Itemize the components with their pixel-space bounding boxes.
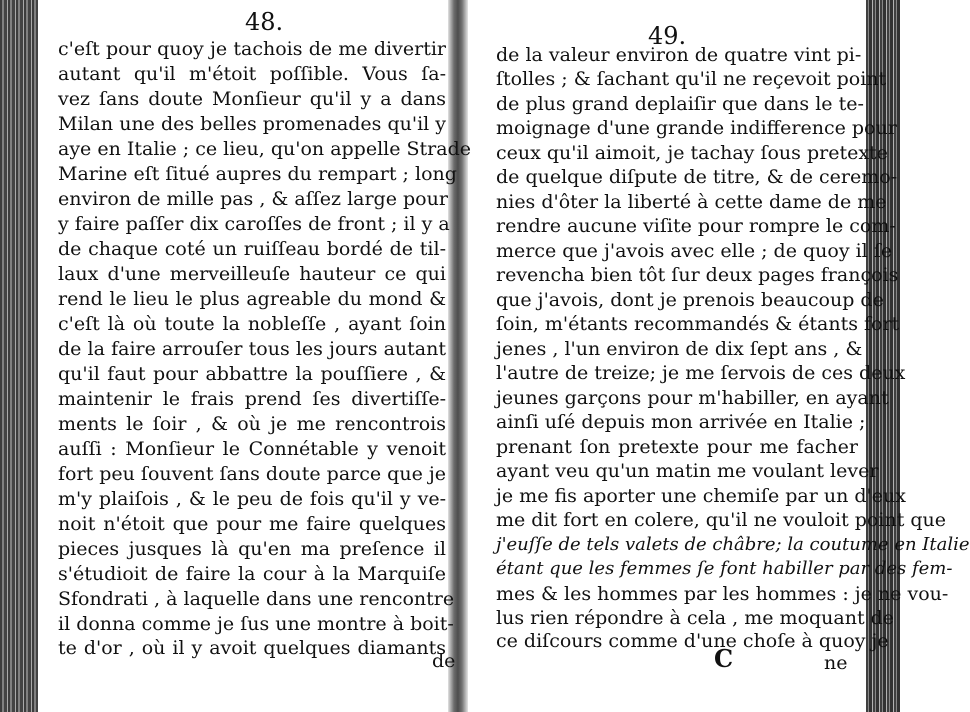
text-line: ments le ſoir , & où je me rencontrois bbox=[58, 413, 446, 435]
text-line: auſſi : Monſieur le Connétable y venoit bbox=[58, 438, 446, 460]
text-line: y faire paſſer dix caroſſes de front ; il y a bbox=[58, 213, 450, 235]
text-line: étant que les femmes ſe font habiller par des fem- bbox=[496, 558, 953, 579]
text-line: rend le lieu le plus agreable du mond & bbox=[58, 288, 446, 310]
text-line: Sfondrati , à laquelle dans une rencontre bbox=[58, 588, 455, 610]
text-line: lus rien répondre à cela , me moquant de bbox=[496, 607, 895, 629]
text-line: mes & les hommes par les hommes : je ne vou- bbox=[496, 583, 949, 605]
text-line: c'eſt pour quoy je tachois de me divertir bbox=[58, 38, 446, 60]
text-line: vez ſans doute Monſieur qu'il y a dans bbox=[58, 88, 446, 110]
text-line: Milan une des belles promenades qu'il y bbox=[58, 113, 447, 135]
text-line: noit n'étoit que pour me faire quelques bbox=[58, 513, 446, 535]
signature-mark: C bbox=[714, 644, 734, 673]
catchword: de bbox=[432, 650, 456, 672]
text-line: jeunes garçons pour m'habiller, en ayant bbox=[496, 387, 889, 409]
text-line: c'eſt là où toute la nobleſſe , ayant ſoin bbox=[58, 313, 446, 335]
scan-edge-left bbox=[0, 0, 38, 712]
text-line: autant qu'il m'étoit poſſible. Vous ſa- bbox=[58, 63, 446, 85]
text-line: fort peu ſouvent ſans doute parce que je bbox=[58, 463, 446, 485]
text-line: revencha bien tôt ſur deux pages françois bbox=[496, 264, 899, 286]
text-line: j'euſſe de tels valets de châbre; la coutume en Italie bbox=[496, 534, 970, 555]
text-line: m'y plaiſois , & le peu de fois qu'il y ve- bbox=[58, 488, 446, 510]
text-line: nies d'ôter la liberté à cette dame de me bbox=[496, 191, 887, 213]
text-line: jenes , l'un environ de dix ſept ans , & bbox=[496, 338, 863, 360]
text-line: moignage d'une grande indifference pour bbox=[496, 117, 897, 139]
text-line: de la faire arrouſer tous les jours autant bbox=[58, 338, 446, 360]
page-number: 48. bbox=[245, 8, 284, 36]
scan-edge-right bbox=[866, 0, 900, 712]
text-line: prenant ſon pretexte pour me facher bbox=[496, 436, 858, 458]
text-line: ſoin, m'étants recommandés & étants fort bbox=[496, 313, 900, 335]
text-line: l'autre de treize; je me ſervois de ces deux bbox=[496, 362, 906, 384]
text-line: ayant veu qu'un matin me voulant lever bbox=[496, 460, 879, 482]
text-line: il donna comme je ſus une montre à boit- bbox=[58, 613, 454, 635]
right-page bbox=[470, 0, 970, 712]
text-line: je me fis aporter une chemiſe par un d'eux bbox=[496, 485, 906, 507]
text-line: qu'il faut pour abbattre la pouſſiere , & bbox=[58, 363, 446, 385]
text-line: me dit fort en colere, qu'il ne vouloit point que bbox=[496, 509, 947, 531]
text-line: s'étudioit de faire la cour à la Marquiſe bbox=[58, 563, 446, 585]
text-line: de la valeur environ de quatre vint pi- bbox=[496, 44, 862, 66]
text-line: te d'or , où il y avoit quelques diamants bbox=[58, 637, 446, 659]
text-line: ceux qu'il aimoit, je tachay ſous pretexte bbox=[496, 142, 888, 164]
text-line: de quelque diſpute de titre, & de ceremo- bbox=[496, 166, 898, 188]
text-line: de plus grand deplaiſir que dans le te- bbox=[496, 93, 864, 115]
catchword: ne bbox=[824, 652, 848, 674]
text-line: environ de mille pas , & aſſez large pour bbox=[58, 188, 448, 210]
text-line: pieces jusques là qu'en ma preſence il bbox=[58, 538, 446, 560]
text-line: ce diſcours comme d'une choſe à quoy je bbox=[496, 630, 889, 652]
text-line: maintenir le frais prend ſes divertiſſe- bbox=[58, 388, 446, 410]
text-line: Marine eſt ſitué aupres du rempart ; long bbox=[58, 163, 457, 185]
text-line: rendre aucune viſite pour rompre le com- bbox=[496, 215, 896, 237]
text-line: ainſi uſé depuis mon arrivée en Italie ; bbox=[496, 411, 866, 433]
text-line: laux d'une merveilleuſe hauteur ce qui bbox=[58, 263, 446, 285]
text-line: que j'avois, dont je prenois beaucoup de bbox=[496, 289, 884, 311]
text-line: merce que j'avois avec elle ; de quoy il ſe bbox=[496, 240, 893, 262]
text-line: de chaque coté un ruiſſeau bordé de til- bbox=[58, 238, 446, 260]
left-page bbox=[40, 0, 471, 712]
text-line: ſtolles ; & ſachant qu'il ne reçevoit point bbox=[496, 68, 887, 90]
page-number: 49. bbox=[648, 22, 687, 50]
text-line: aye en Italie ; ce lieu, qu'on appelle Strade bbox=[58, 138, 471, 160]
